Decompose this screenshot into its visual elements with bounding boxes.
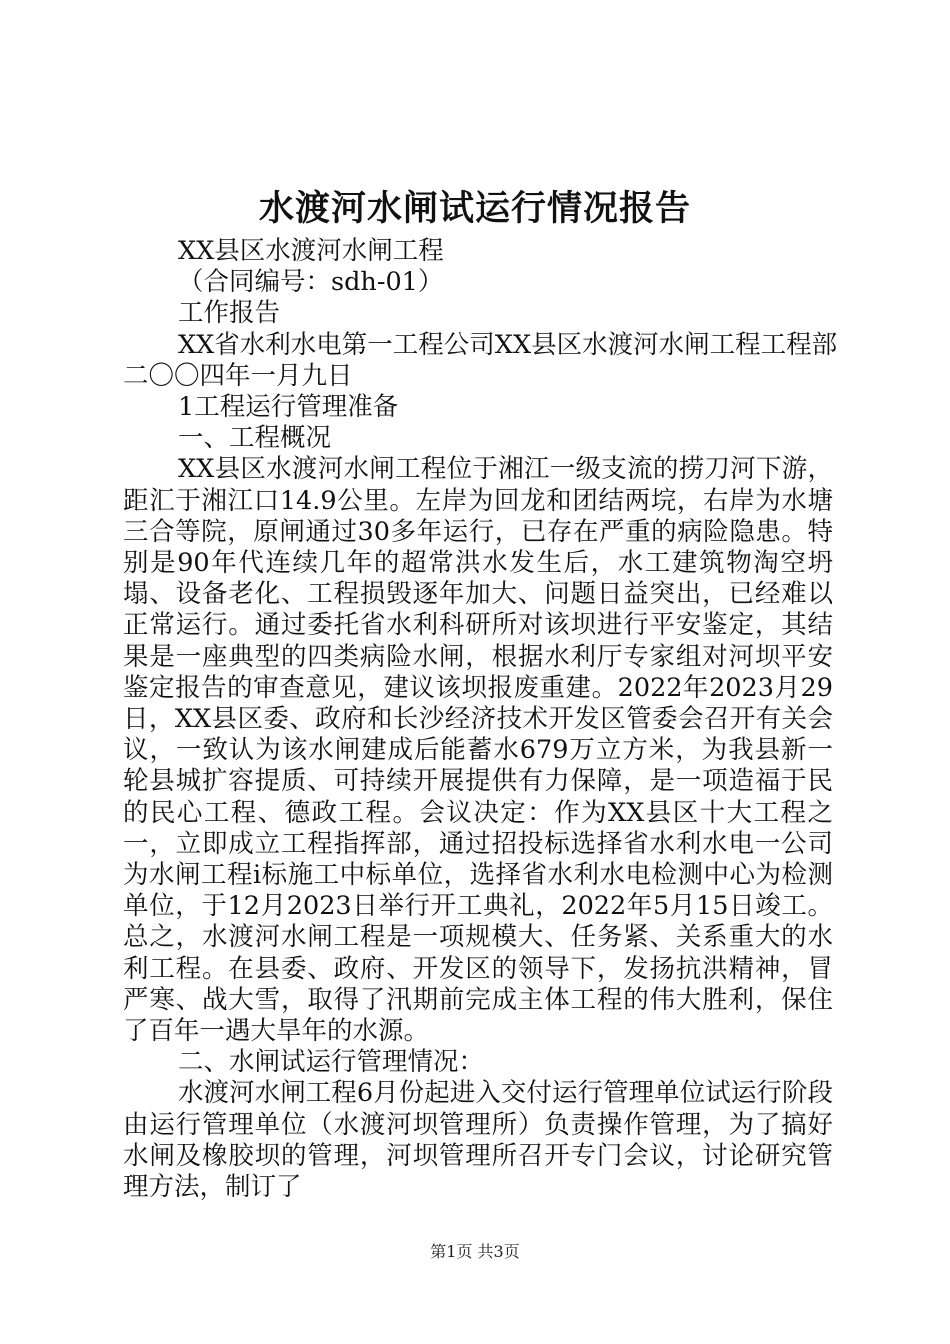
contract-number-line: （合同编号：sdh-01） xyxy=(178,267,444,298)
project-name-line: XX县区水渡河水闸工程 xyxy=(178,236,444,266)
subsection-1-heading: 一、工程概况 xyxy=(178,423,332,454)
page-footer: 第1页 共3页 xyxy=(430,1242,520,1261)
company-line: XX省水利水电第一工程公司XX县区水渡河水闸工程工程部 xyxy=(178,329,838,360)
section-2-heading: 二、水闸试运行管理情况： xyxy=(178,1047,485,1078)
document-title: 水渡河水闸试运行情况报告 xyxy=(258,188,691,229)
section-1-heading: 1工程运行管理准备 xyxy=(178,392,399,423)
report-type-line: 工作报告 xyxy=(178,298,281,329)
trial-operation-paragraph: 水渡河水闸工程6月份起进入交付运行管理单位试运行阶段由运行管理单位（水渡河坝管理所）负责操作管理，为了搞好水闸及橡胶坝的管理，河坝管理所召开专门会议，讨论研究管理方法，制订了 xyxy=(123,1078,833,1203)
document-body xyxy=(123,236,838,1203)
overview-paragraph: XX县区水渡河水闸工程位于湘江一级支流的捞刀河下游，距汇于湘江口14.9公里。左岸为回龙和团结两垸，右岸为水塘三合等院，原闸通过30多年运行，已存在严重的病险隐患。特别是90年代连续几年的超常洪水发生后，水工建筑物淘空坍塌、设备老化、工程损毁逐年加大、问题日益突出，已经难以正常运行。通过委托省水利科研所对该坝进行平安鉴定，其结果是一座典型的四类病险水闸，根据水利厅专家组对河坝平安鉴定报告的审查意见，建议该坝报废重建。2022年2023月29日，XX县区委、政府和长沙经济技术开发区管委会召开有关会议，一致认为该水闸建成后能蓄水679万立方米，为我县新一轮县城扩容提质、可持续开展提供有力保障，是一项造福于民的民心工程、德政工程。会议决定：作为XX县区十大工程之一，立即成立工程指挥部，通过招投标选择省水利水电一公司为水闸工程ⅰ标施工中标单位，选择省水利水电检测中心为检测单位，于12月2023日举行开工典礼，2022年5月15日竣工。总之，水渡河水闸工程是一项规模大、任务紧、关系重大的水利工程。在县委、政府、开发区的领导下，发扬抗洪精神，冒严寒、战大雪，取得了汛期前完成主体工程的伟大胜利，保住了百年一遇大旱年的水源。 xyxy=(123,454,833,1047)
date-line: 二〇〇四年一月九日 xyxy=(123,360,353,391)
